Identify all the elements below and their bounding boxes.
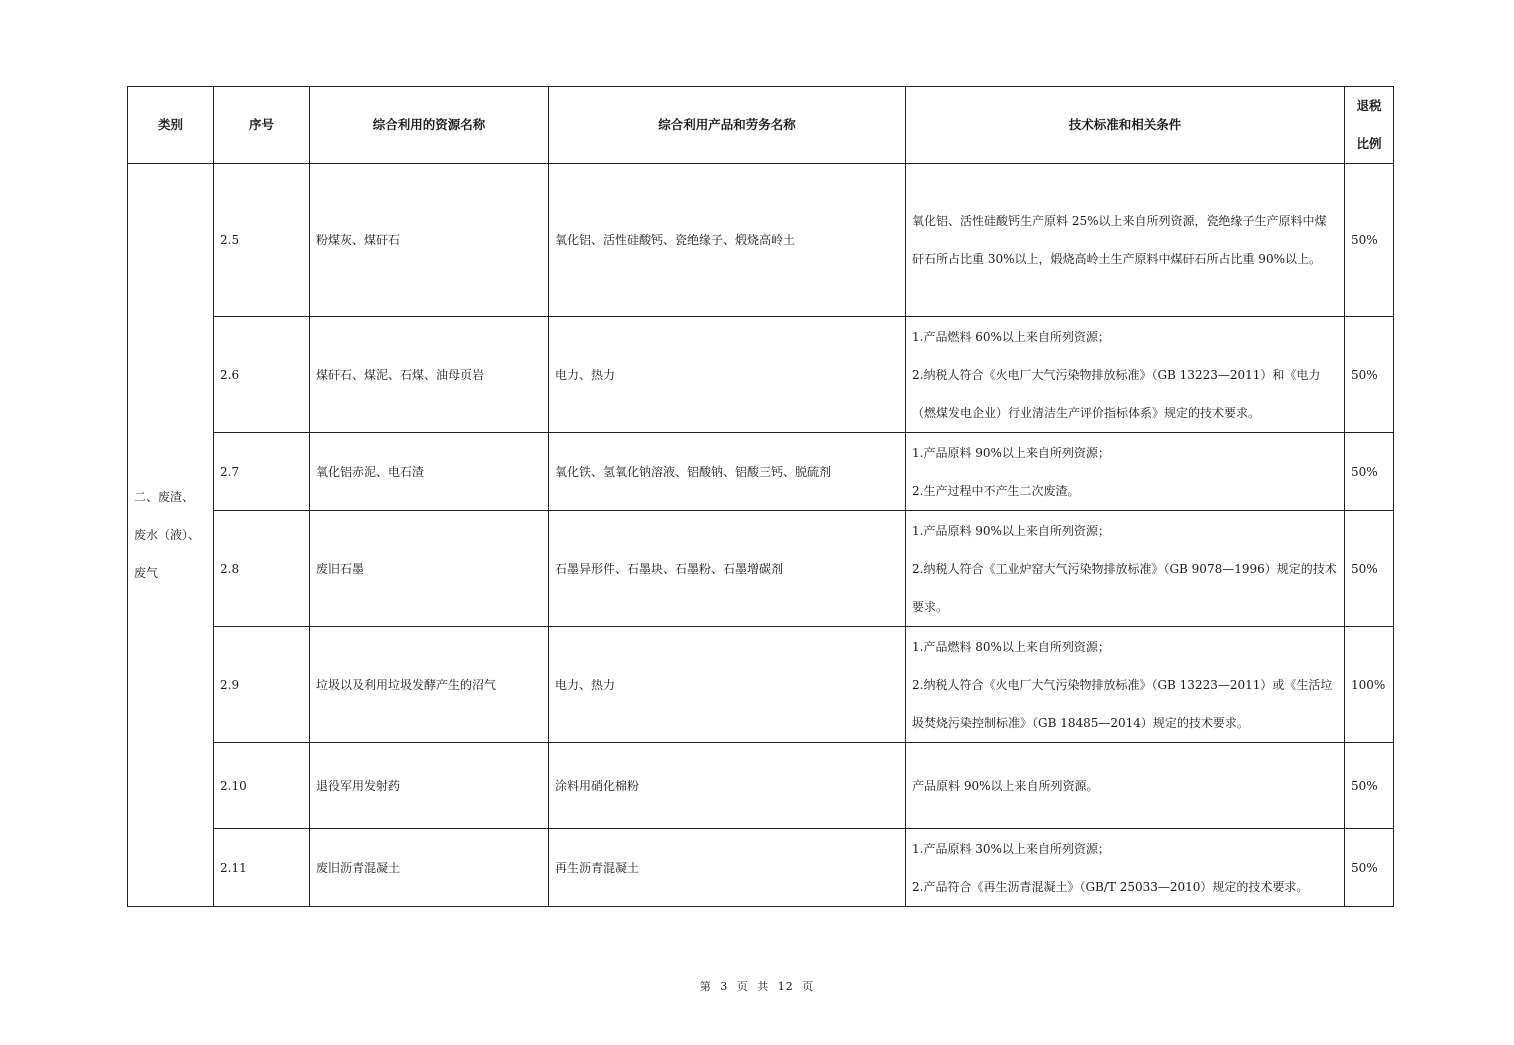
conditions-cell <box>906 743 1345 829</box>
footer-page-number: 3 <box>720 980 729 993</box>
ratio-cell: 50% <box>1345 511 1394 627</box>
category-cell <box>128 164 214 907</box>
header-ratio <box>1345 87 1394 164</box>
seq-cell: 2.8 <box>214 511 310 627</box>
product-cell: 电力、热力 <box>549 627 906 743</box>
condition-text: 2.产品符合《再生沥青混凝土》（GB/T 25033—2010）规定的技术要求。 <box>912 879 1309 894</box>
table-row <box>128 164 1394 317</box>
page-footer <box>0 978 1514 994</box>
conditions-cell <box>906 511 1345 627</box>
footer-total-word: 共 <box>757 980 770 993</box>
header-resource: 综合利用的资源名称 <box>310 87 549 164</box>
condition-text: 1.产品燃料 80%以上来自所列资源； <box>912 639 1110 654</box>
seq-cell: 2.9 <box>214 627 310 743</box>
product-cell: 再生沥青混凝土 <box>549 829 906 907</box>
footer-suffix: 页 <box>802 980 815 993</box>
ratio-cell: 50% <box>1345 829 1394 907</box>
resource-cell: 退役军用发射药 <box>310 743 549 829</box>
header-ratio-line2: 比例 <box>1356 136 1382 151</box>
product-cell: 涂料用硝化棉粉 <box>549 743 906 829</box>
condition-text: 1.产品原料 30%以上来自所列资源； <box>912 841 1110 856</box>
header-seq: 序号 <box>214 87 310 164</box>
seq-cell: 2.5 <box>214 164 310 317</box>
condition-text: 2.纳税人符合《工业炉窑大气污染物排放标准》（GB 9078—1996）规定的技术要求。 <box>912 561 1337 614</box>
footer-page-word: 页 <box>736 980 749 993</box>
resource-cell: 垃圾以及利用垃圾发酵产生的沼气 <box>310 627 549 743</box>
table-row <box>128 317 1394 433</box>
condition-text: 2.生产过程中不产生二次废渣。 <box>912 483 1080 498</box>
seq-cell: 2.7 <box>214 433 310 511</box>
seq-cell: 2.10 <box>214 743 310 829</box>
footer-prefix: 第 <box>699 980 712 993</box>
resource-cell: 粉煤灰、煤矸石 <box>310 164 549 317</box>
resource-cell: 氧化铝赤泥、电石渣 <box>310 433 549 511</box>
condition-text: 产品原料 90%以上来自所列资源。 <box>912 778 1099 793</box>
conditions-cell <box>906 317 1345 433</box>
conditions-cell <box>906 829 1345 907</box>
ratio-cell: 50% <box>1345 164 1394 317</box>
header-row <box>128 87 1394 164</box>
product-cell: 氧化铝、活性硅酸钙、瓷绝缘子、煅烧高岭土 <box>549 164 906 317</box>
resource-cell: 煤矸石、煤泥、石煤、油母页岩 <box>310 317 549 433</box>
conditions-cell <box>906 627 1345 743</box>
ratio-cell: 50% <box>1345 743 1394 829</box>
ratio-cell: 50% <box>1345 317 1394 433</box>
seq-cell: 2.6 <box>214 317 310 433</box>
category-line-2: 废水（液）、 <box>134 528 201 542</box>
table-row <box>128 743 1394 829</box>
header-category: 类别 <box>128 87 214 164</box>
category-line-1: 二、废渣、 <box>134 490 195 504</box>
condition-text: 1.产品原料 90%以上来自所列资源； <box>912 445 1110 460</box>
table-row <box>128 511 1394 627</box>
header-ratio-line1: 退税 <box>1356 98 1382 113</box>
product-cell: 石墨异形件、石墨块、石墨粉、石墨增碳剂 <box>549 511 906 627</box>
condition-text: 1.产品燃料 60%以上来自所列资源； <box>912 329 1110 344</box>
product-cell: 电力、热力 <box>549 317 906 433</box>
condition-text: 2.纳税人符合《火电厂大气污染物排放标准》（GB 13223—2011）或《生活垃圾焚烧污染控制标准》（GB 18485—2014）规定的技术要求。 <box>912 677 1333 730</box>
conditions-cell <box>906 164 1345 317</box>
resource-cell: 废旧沥青混凝土 <box>310 829 549 907</box>
footer-total-pages: 12 <box>777 980 794 993</box>
condition-text: 2.纳税人符合《火电厂大气污染物排放标准》（GB 13223—2011）和《电力（燃煤发电企业）行业清洁生产评价指标体系》规定的技术要求。 <box>912 367 1321 420</box>
ratio-cell: 100% <box>1345 627 1394 743</box>
tax-refund-table <box>127 86 1394 907</box>
category-line-3: 废气 <box>134 566 159 580</box>
seq-cell: 2.11 <box>214 829 310 907</box>
header-product: 综合利用产品和劳务名称 <box>549 87 906 164</box>
product-cell: 氧化铁、氢氧化钠溶液、铝酸钠、铝酸三钙、脱硫剂 <box>549 433 906 511</box>
conditions-cell <box>906 433 1345 511</box>
header-standard: 技术标准和相关条件 <box>906 87 1345 164</box>
table-row <box>128 627 1394 743</box>
condition-text: 1.产品原料 90%以上来自所列资源； <box>912 523 1110 538</box>
condition-text: 氧化铝、活性硅酸钙生产原料 25%以上来自所列资源，瓷绝缘子生产原料中煤矸石所占比重 30%以上，煅烧高岭土生产原料中煤矸石所占比重 90%以上。 <box>912 214 1327 266</box>
table-row <box>128 829 1394 907</box>
resource-cell: 废旧石墨 <box>310 511 549 627</box>
ratio-cell: 50% <box>1345 433 1394 511</box>
table-row <box>128 433 1394 511</box>
